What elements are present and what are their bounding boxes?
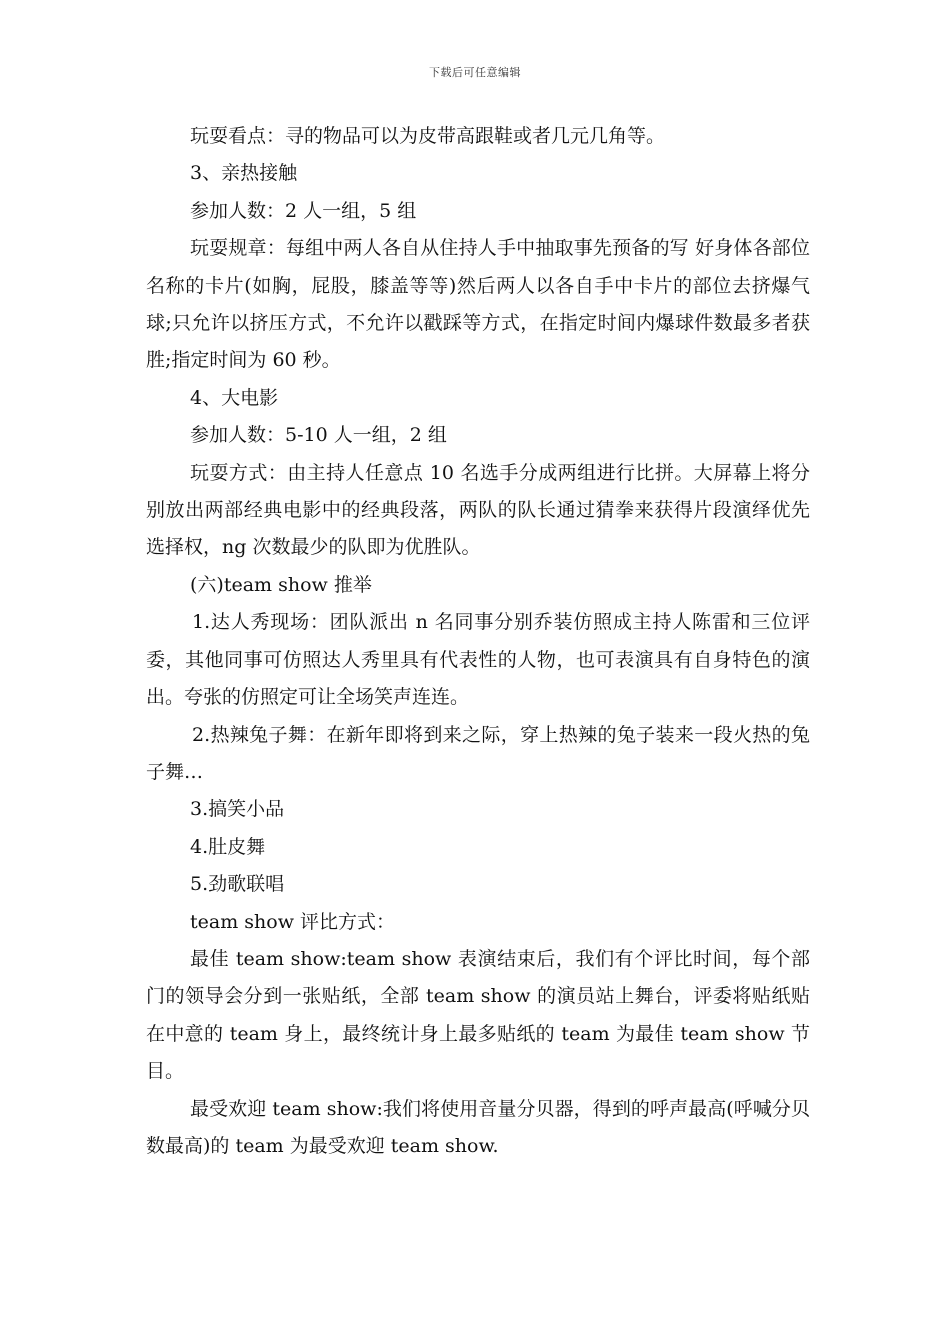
list-item-talent-show: 1.达人秀现场：团队派出 n 名同事分别乔装仿照成主持人陈雷和三位评委，其他同事可仿照达人秀里具有代表性的人物，也可表演具有自身特色的演出。夸张的仿照定可让全场笑声连连。 <box>146 611 810 709</box>
document-body <box>146 118 810 1165</box>
list-item-song-medley: 5.劲歌联唱 <box>190 873 285 896</box>
paragraph-judging-heading: team show 评比方式： <box>190 910 395 933</box>
page-header: 下载后可任意编辑 <box>429 66 521 79</box>
paragraph-participants: 参加人数：2 人一组，5 组 <box>190 199 417 222</box>
paragraph-play-highlights: 玩耍看点：寻的物品可以为皮带高跟鞋或者几元几角等。 <box>190 125 666 147</box>
list-item-comedy-skit: 3.搞笑小品 <box>190 798 285 821</box>
paragraph-play-method: 玩耍方式：由主持人任意点 10 名选手分成两组进行比拼。大屏幕上将分别放出两部经典电影中的经典段落，两队的队长通过猜拳来获得片段演绎优先选择权，ng 次数最少的队即为优胜队。 <box>146 461 810 559</box>
section-heading-team-show: (六)team show 推举 <box>190 573 372 596</box>
paragraph-best-team-show: 最佳 team show:team show 表演结束后，我们有个评比时间，每个部门的领导会分到一张贴纸，全部 team show 的演员站上舞台，评委将贴纸贴在中意的 team 身上，最终统计身上最多贴纸的 team 为最佳 team show 节目。 <box>146 947 810 1083</box>
paragraph-play-rules: 玩耍规章：每组中两人各自从住持人手中抽取事先预备的写 好身体各部位名称的卡片(如胸，屁股，膝盖等等)然后两人以各自手中卡片的部位去挤爆气球;只允许以挤压方式，不允许以戳踩等方式，在指定时间内爆球件数最多者获胜;指定时间为 60 秒。 <box>146 237 810 372</box>
list-item-bunny-dance: 2.热辣兔子舞：在新年即将到来之际，穿上热辣的兔子装来一段火热的兔子舞… <box>146 723 810 783</box>
section-heading-big-movie: 4、大电影 <box>190 386 279 409</box>
section-heading-close-contact: 3、亲热接触 <box>190 162 298 185</box>
list-item-belly-dance: 4.肚皮舞 <box>190 835 266 858</box>
paragraph-participants: 参加人数：5-10 人一组，2 组 <box>190 424 447 447</box>
paragraph-most-popular: 最受欢迎 team show:我们将使用音量分贝器，得到的呼声最高(呼喊分贝数最高)的 team 为最受欢迎 team show. <box>146 1097 810 1157</box>
